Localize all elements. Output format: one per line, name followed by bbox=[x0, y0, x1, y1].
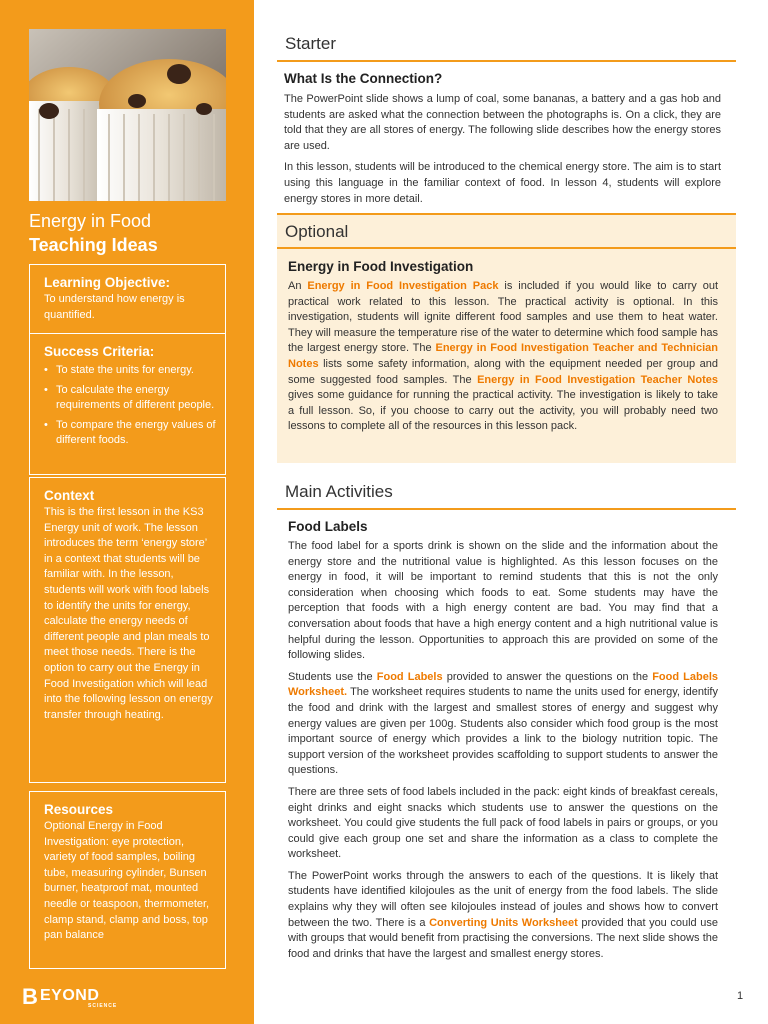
main-paragraph-4 bbox=[288, 869, 718, 963]
resources-box bbox=[29, 791, 226, 969]
text: The worksheet requires students to name the units used for energy, identify the food and drink with the largest and smallest stores of energy and suggest why energy values are given per 100g. Students also consider which food group is the most important source of energy which provides a link to the biology nutrition topic. The support version of the worksheet provides scaffolding to support students to answer the questions. bbox=[288, 686, 718, 777]
main-body bbox=[288, 539, 718, 968]
main-activities-divider bbox=[277, 508, 736, 510]
starter-body bbox=[284, 92, 721, 213]
context-box bbox=[29, 477, 226, 783]
investigation-pack-link[interactable]: Energy in Food Investigation Pack bbox=[307, 280, 499, 292]
list-item: • To compare the energy values of different foods. bbox=[44, 418, 217, 449]
optional-heading: Optional bbox=[285, 222, 349, 241]
optional-paragraph bbox=[288, 279, 718, 435]
sidebar-title: Energy in Food bbox=[29, 211, 152, 231]
logo-text: EYOND bbox=[40, 987, 100, 1004]
text: lists some safety information, along with the equipment needed per group and some suggested food samples. The bbox=[288, 357, 718, 386]
optional-top-divider bbox=[277, 213, 736, 215]
resources-heading: Resources bbox=[44, 802, 114, 817]
starter-heading: Starter bbox=[285, 34, 337, 53]
learning-objective-box bbox=[29, 264, 226, 334]
text: Students use the bbox=[288, 670, 377, 683]
starter-paragraph-2: In this lesson, students will be introduced to the chemical energy store. The aim is to start using this language in the familiar context of food. In lesson 4, students will explore energy stores in more detail. bbox=[284, 161, 721, 205]
teacher-technician-notes-link[interactable]: Energy in Food Investigation Teacher and Technician Notes bbox=[288, 342, 718, 370]
success-criteria-list bbox=[44, 363, 217, 449]
text: An bbox=[288, 280, 308, 292]
main-paragraph-3: There are three sets of food labels included in the pack: eight kinds of breakfast cereals, eight drinks and eight snacks which students use to answer the questions on the worksheet. You could give students the full pack of food labels in pairs or groups, or you could give each group one set and share the information as a class to complete the worksheet. bbox=[288, 785, 718, 861]
text: gives some guidance for running the practical activity. The investigation is likely to take a full lesson. So, if you choose to carry out the activity, you will probably need two lessons to complete all of the resources in this lesson pack. bbox=[288, 389, 718, 433]
starter-subheading: What Is the Connection? bbox=[284, 71, 443, 86]
main-subheading: Food Labels bbox=[288, 519, 368, 534]
learning-objective-heading: Learning Objective: bbox=[44, 275, 171, 290]
text: The PowerPoint works through the answers to each of the questions. It is likely that students have identified kilojoules as the unit of energy from the food labels. The slide explains why they will often see kilojoules instead of joules and shows how to convert between the two. There is a bbox=[288, 869, 718, 929]
main-paragraph-1: The food label for a sports drink is shown on the slide and the information about the energy store and the nutritional value is highlighted. As this lesson focuses on the energy in food, it will be important to remind students that this is not the only consideration when choosing which foods to eat. Some students may have the perception that foods with a high energy content are bad. You may find that a conversation about foods that have a high energy content and a high nutritional value is helpful during the lesson. Opportunities to approach this are provided on some of the following slides. bbox=[288, 540, 718, 662]
food-labels-link[interactable]: Food Labels bbox=[376, 670, 443, 683]
optional-subheading: Energy in Food Investigation bbox=[288, 259, 474, 274]
starter-paragraph-1: The PowerPoint slide shows a lump of coal, some bananas, a battery and a gas hob and students are asked what the connection between the photographs is. On a click, they are told that they are all stores of energy. The following slide describes how the energy stores are used. bbox=[284, 93, 721, 152]
success-criteria-heading: Success Criteria: bbox=[44, 344, 155, 359]
main-activities-heading: Main Activities bbox=[285, 482, 393, 501]
text: provided that you could use with groups that would benefit from practising the conversions. The next slide shows the food and drinks that have the largest and smallest energy stores. bbox=[288, 916, 718, 960]
muffins-photo bbox=[29, 29, 226, 201]
logo-subtext: SCIENCE bbox=[88, 1003, 118, 1009]
context-text: This is the first lesson in the KS3 Energy unit of work. The lesson introduces the term ‘energy store’ in a context that students will be familiar with. In the lesson, students will work with food labels to identify the units for energy, calculate the energy needs of different people and plan meals to meet those needs. There is the option to carry out the Energy in Food Investigation which will lead into the following lesson on energy transfer through heating. bbox=[44, 506, 213, 721]
page-number: 1 bbox=[737, 990, 744, 1002]
text: provided to answer the questions on the bbox=[442, 670, 653, 683]
list-item: • To calculate the energy requirements of different people. bbox=[44, 383, 217, 414]
logo-letter: B bbox=[22, 984, 38, 1009]
text: is included if you would like to carry out practical work related to this lesson. The practical activity is optional. In this investigation, students will ignite different food samples and use them to heat water. They will measure the temperature rise of the water to determine which food sample has the largest energy store. The bbox=[288, 280, 719, 355]
starter-divider bbox=[277, 60, 736, 62]
beyond-logo bbox=[22, 984, 132, 1010]
success-criteria-box bbox=[29, 333, 226, 475]
optional-divider bbox=[277, 247, 736, 249]
context-heading: Context bbox=[44, 488, 95, 503]
converting-units-worksheet-link[interactable]: Converting Units Worksheet bbox=[429, 916, 578, 929]
main-paragraph-2 bbox=[288, 670, 718, 779]
resources-text: Optional Energy in Food Investigation: eye protection, variety of food samples, boiling tube, measuring cylinder, Bunsen burner, heatproof mat, mounted needle or teaspoon, thermometer, clamp stand, clamp and boss, top pan balance bbox=[44, 820, 210, 942]
food-labels-worksheet-link[interactable]: Food Labels Worksheet. bbox=[288, 670, 719, 699]
teacher-notes-link[interactable]: Energy in Food Investigation Teacher Notes bbox=[477, 373, 718, 386]
learning-objective-text: To understand how energy is quantified. bbox=[44, 293, 185, 321]
optional-body bbox=[288, 279, 718, 441]
sidebar-subtitle: Teaching Ideas bbox=[29, 235, 158, 255]
list-item: • To state the units for energy. bbox=[44, 363, 217, 379]
